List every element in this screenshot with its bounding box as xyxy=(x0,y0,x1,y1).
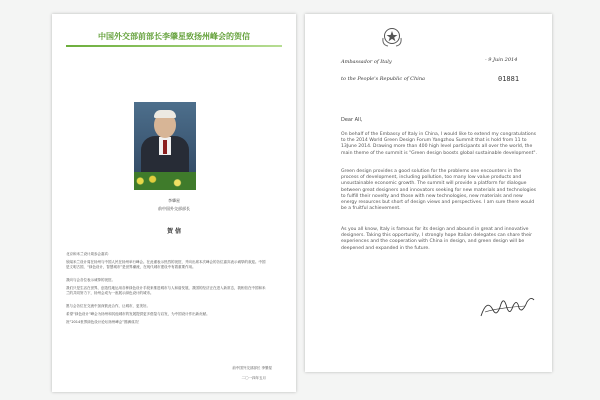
ambassador-title: Ambassador of Italy xyxy=(341,59,392,65)
ambassador-subtitle: to the People's Republic of China xyxy=(341,76,426,82)
paragraph-1: On behalf of the Embassy of Italy in China, I would like to extend my congratulations to the 2014 World Green Design Forum Yangzhou Summit that is hold from 11 to 13June 2014. Drawing more than 400 high level participants all over the world, the main theme of the summit is "Green design boosts global sustainable development". xyxy=(341,132,537,156)
salutation: Dear All, xyxy=(341,117,363,123)
person-role: 前中国外交部部长 xyxy=(158,206,190,211)
body-line: 祝“2014世界绿色设计论坛扬州峰会”圆满成功！ xyxy=(66,320,142,324)
letter-heading: 贺 信 xyxy=(166,228,182,235)
body-line: 北京和米兰设计周参会嘉宾： xyxy=(66,252,112,256)
letter-date: - 9 Juin 2014 xyxy=(485,57,518,63)
body-line: 欣闻米兰设计周在扬州与中国人民在扬州举行峰会。在此谨表示热烈的祝贺，并向出席本次峰会的各位嘉宾表示诚挚的欢迎。中国是文明古国，“绿色设计，智慧城市”是世界潮流，在现代城市建设中有着重要作用。 xyxy=(66,260,266,269)
letter-title: 中国外交部前部长李肇星致扬州峰会的贺信 xyxy=(98,32,250,41)
title-divider xyxy=(66,45,282,47)
paragraph-2: Green design provides a good solution for the problems one encounters in the process of development, including pollution, too many low value products and unsustainable economic growth. The summit will provide a platform for dialogue between great designers and innovators seeking for new materials and technologies to fulfill their novelty and those with new technologies, new materials and new energy resources but short of design views and perspectives. I am sure there would be a fruitful achievement. xyxy=(341,169,537,212)
italy-emblem-icon xyxy=(380,26,404,48)
portrait-photo xyxy=(134,102,196,190)
body-line: 希望“绿色设计”峰会为扬州和其他城市的发展提供更多借鉴与启发，为中国设计作出新贡献。 xyxy=(66,312,210,316)
italian-letter-page xyxy=(305,14,552,372)
paragraph-3: As you all know, Italy is famous for its design and abound in great and innovative designers. Taking this opportunity, I strongly hope Italian delegates can share their experiences and the cooperation with China in design, and green design will be deepened and expanded in the future. xyxy=(341,227,533,251)
signature: 前中国外交部部长 李肇星 xyxy=(232,366,272,370)
handwritten-signature xyxy=(477,292,537,322)
body-line: 我们只是生活在世界，创造性地运用各种绿色设计手段来推进城市与人和谐发展，我国的经济正在进入新常态，我相信在中国和米兰的共同努力下，扬州会成为一座展示绿色设计的城市。 xyxy=(66,286,266,295)
reference-number: 01881 xyxy=(498,75,520,83)
person-name: 李肇星 xyxy=(168,198,180,203)
chinese-letter-page xyxy=(52,14,296,392)
body-line: 愿与会各位在交流中加深彼此合作，让城市，更美好。 xyxy=(66,304,150,308)
sign-date: 二〇一四年五月 xyxy=(241,376,266,380)
body-line: 我向与会各位表示诚挚的祝贺。 xyxy=(66,278,115,282)
